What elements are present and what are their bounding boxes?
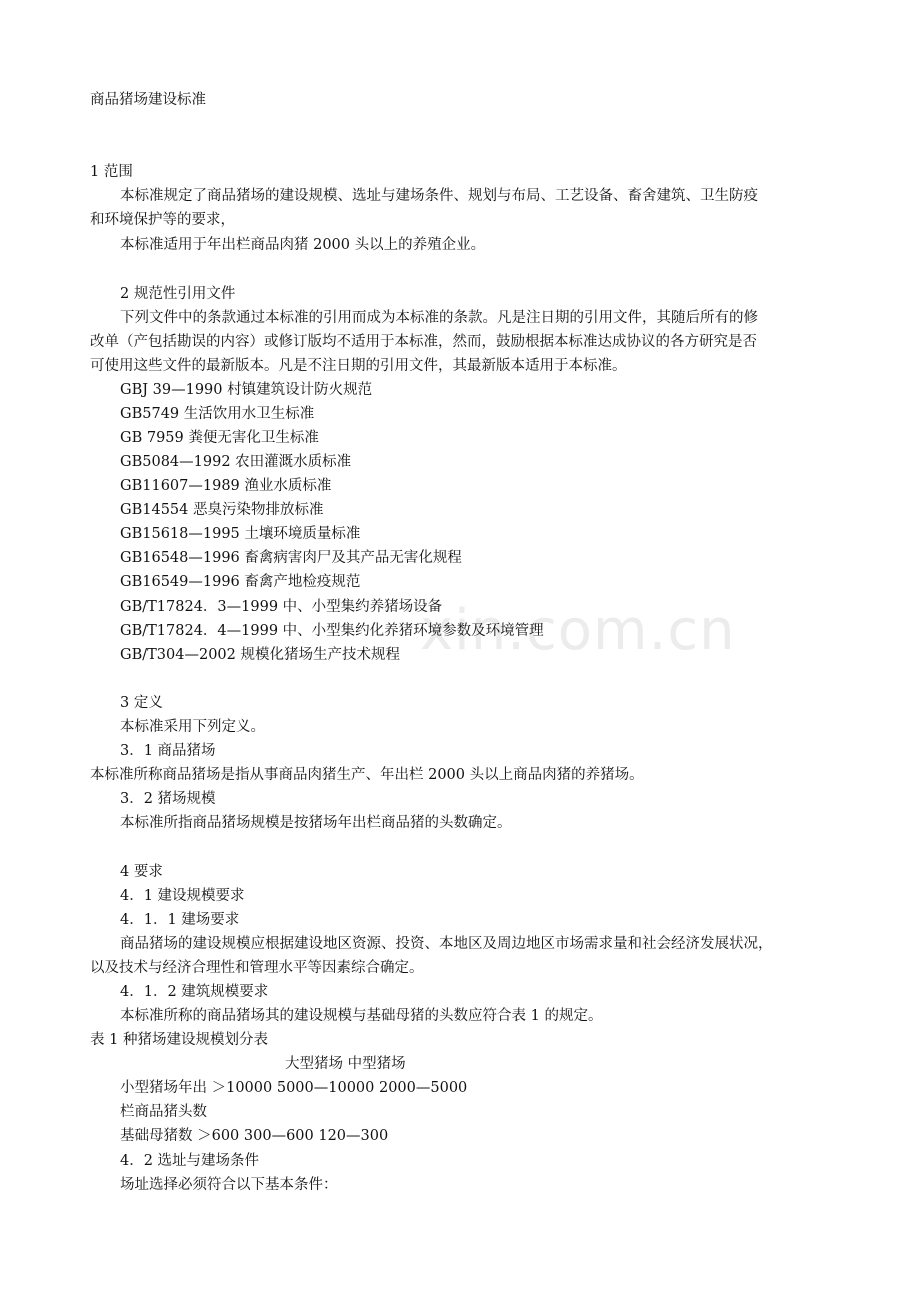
subsection-4-1-1-heading: 4．1．1 建场要求: [120, 912, 240, 928]
reference-item: GB16548—1996 畜禽病害肉尸及其产品无害化规程: [120, 550, 462, 566]
reference-item: GB11607—1989 渔业水质标准: [120, 478, 332, 494]
reference-item: GB/T304—2002 规模化猪场生产技术规程: [120, 647, 400, 663]
reference-item: GB14554 恶臭污染物排放标准: [120, 502, 324, 518]
section-1-paragraph-line: 和环境保护等的要求，: [90, 212, 235, 228]
section-4-heading: 4 要求: [120, 864, 163, 880]
subsection-4-1-2-heading: 4．1．2 建筑规模要求: [120, 984, 269, 1000]
section-3-intro: 本标准采用下列定义。: [120, 719, 265, 735]
section-2-heading: 2 规范性引用文件: [120, 286, 236, 302]
section-1-paragraph-line: 本标准规定了商品猪场的建设规模、选址与建场条件、规划与布局、工艺设备、畜舍建筑、卫生防疫: [120, 188, 758, 204]
table-caption: 表 1 种猪场建设规模划分表: [90, 1032, 268, 1048]
definition-3-2-text: 本标准所指商品猪场规模是按猪场年出栏商品猪的头数确定。: [120, 815, 512, 831]
section-3-heading: 3 定义: [120, 695, 163, 711]
reference-item: GB16549—1996 畜禽产地检疫规范: [120, 574, 361, 590]
reference-item: GB/T17824．4—1999 中、小型集约化养猪环境参数及环境管理: [120, 623, 544, 639]
subsection-4-1-heading: 4．1 建设规模要求: [120, 888, 245, 904]
definition-3-1-title: 3．1 商品猪场: [120, 743, 216, 759]
watermark: xin.com.cn: [420, 598, 736, 663]
definition-3-2-title: 3．2 猪场规模: [120, 791, 216, 807]
subsection-4-2-paragraph: 场址选择必须符合以下基本条件：: [120, 1177, 338, 1193]
table-row: 基础母猪数 ＞600 300—600 120—300: [120, 1128, 389, 1144]
reference-item: GB/T17824．3—1999 中、小型集约养猪场设备: [120, 599, 443, 615]
section-2-paragraph-line: 下列文件中的条款通过本标准的引用而成为本标准的条款。凡是注日期的引用文件，其随后所有的修: [120, 310, 758, 326]
subsection-4-1-1-paragraph-line: 以及技术与经济合理性和管理水平等因素综合确定。: [90, 960, 424, 976]
table-row: 小型猪场年出 ＞10000 5000—10000 2000—5000: [120, 1080, 468, 1096]
section-2-paragraph-line: 可使用这些文件的最新版本。凡是不注日期的引用文件，其最新版本适用于本标准。: [90, 358, 627, 374]
subsection-4-1-1-paragraph-line: 商品猪场的建设规模应根据建设地区资源、投资、本地区及周边地区市场需求量和社会经济发展状况，: [120, 936, 773, 952]
reference-item: GB 7959 粪便无害化卫生标准: [120, 430, 319, 446]
section-1-heading: 1 范围: [90, 164, 133, 180]
subsection-4-1-2-paragraph: 本标准所称的商品猪场其的建设规模与基础母猪的头数应符合表 1 的规定。: [120, 1008, 603, 1024]
reference-item: GBJ 39—1990 村镇建筑设计防火规范: [120, 382, 373, 398]
reference-item: GB5749 生活饮用水卫生标准: [120, 406, 315, 422]
document-title: 商品猪场建设标准: [90, 92, 206, 108]
section-2-paragraph-line: 改单（产包括勘误的内容）或修订版均不适用于本标准，然而，鼓励根据本标准达成协议的各方研究是否: [90, 334, 757, 350]
reference-item: GB5084—1992 农田灌溉水质标准: [120, 454, 352, 470]
table-row: 栏商品猪头数: [120, 1104, 207, 1120]
table-header-row: 大型猪场 中型猪场: [285, 1056, 406, 1072]
definition-3-1-text: 本标准所称商品猪场是指从事商品肉猪生产、年出栏 2000 头以上商品肉猪的养猪场。: [90, 767, 644, 783]
reference-item: GB15618—1995 土壤环境质量标准: [120, 526, 361, 542]
section-1-paragraph: 本标准适用于年出栏商品肉猪 2000 头以上的养殖企业。: [120, 237, 486, 253]
subsection-4-2-heading: 4．2 选址与建场条件: [120, 1153, 260, 1169]
